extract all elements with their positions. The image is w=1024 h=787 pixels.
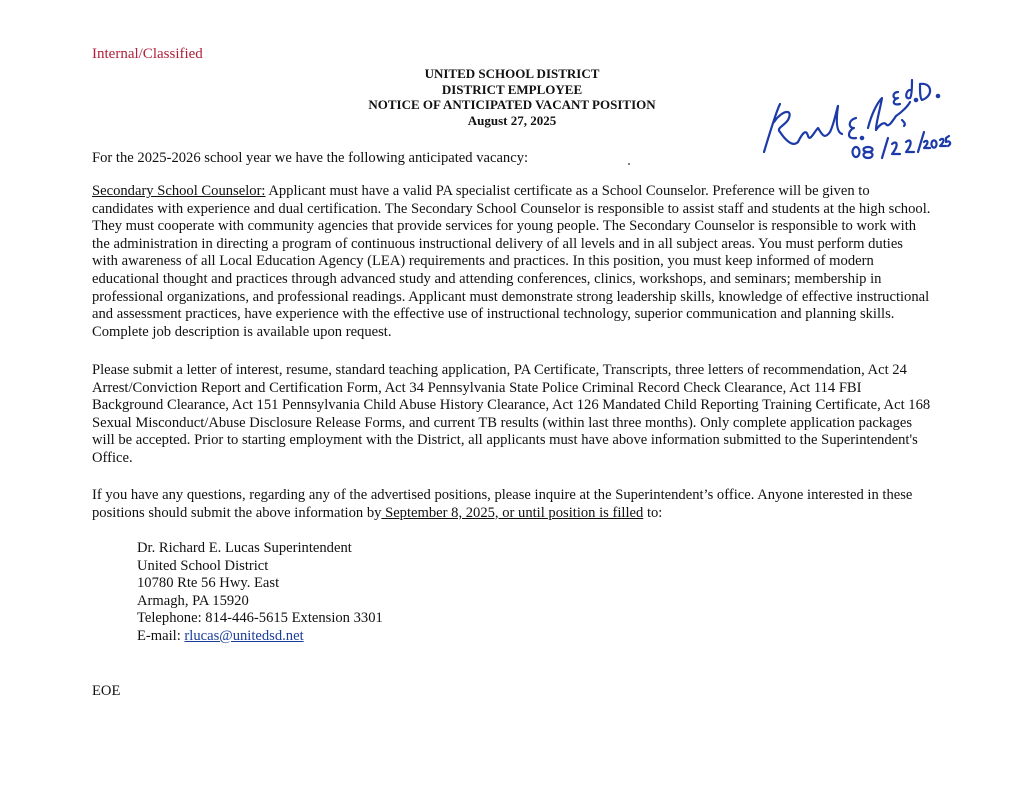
contact-address-line2: Armagh, PA 15920 [137,592,249,609]
position-paragraph [92,183,932,341]
intro-line: For the 2025-2026 school year we have the following anticipated vacancy: [92,150,529,166]
contact-email-line [137,628,383,646]
email-label: E-mail: [137,627,185,644]
application-deadline: September 8, 2025, or until position is filled [381,504,644,521]
requirements-paragraph: Please submit a letter of interest, resume, standard teaching application, PA Certificate, Transcripts, three letters of recommendation, Act 24 Arrest/Conviction Report and Certification Form, Act 34 Pennsylvania State Police Criminal Record Check Clearance, Act 114 FBI Background Clearance, Act 151 Pennsylvania Child Abuse History Clearance, Act 126 Mandated Child Reporting Training Certificate, Act 168 Sexual Misconduct/Abuse Disclosure Release Forms, and current TB results (within last three months). Only complete application packages will be accepted. Prior to starting employment with the District, all applicants must have above information submitted to the Superintendent's Office. [92,362,931,466]
contact-name: Dr. Richard E. Lucas Superintendent [137,540,352,556]
position-description: Applicant must have a valid PA specialist certificate as a School Counselor. Preference will be given to candidates with experience and dual certification. The Secondary School Counselor is responsible to assist staff and students at the high school. They must cooperate with community agencies that provide services for young people. The Secondary Counselor is responsible to work with the administration in directing a program of continuous instructional delivery of all levels and in all subject areas. You must perform duties with awareness of all Local Education Agency (LEA) requirements and practices. In this position, you must keep informed of modern educational thought and practices through advanced study and attending conferences, clinics, workshops, and seminars; membership in professional organizations, and professional readings. Applicant must demonstrate strong leadership skills, knowledge of effective instructional and assessment practices, have experience with the effective use of instructional technology, superior communication and planning skills. Complete job description is available upon request. [92,183,931,340]
district-name: UNITED SCHOOL DISTRICT [424,66,600,81]
questions-text-end: to: [643,504,663,521]
contact-telephone: Telephone: 814-446-5615 Extension 3301 [137,610,383,627]
questions-text: If you have any questions, regarding any of the advertised positions, please inquire at the Superintendent’s office. Anyone interested in these positions should submit the above information by [92,487,913,521]
eoe-footer: EOE [92,683,121,699]
contact-block [137,540,383,646]
contact-organization: United School District [137,557,269,574]
questions-paragraph [92,487,932,522]
contact-address-line1: 10780 Rte 56 Hwy. East [137,575,280,592]
notice-date: August 27, 2025 [467,112,557,128]
email-link[interactable]: rlucas@unitedsd.net [184,627,304,644]
audience-line: DISTRICT EMPLOYEE [441,81,583,97]
position-title: Secondary School Counselor: [92,183,266,199]
classification-label: Internal/Classified [92,46,203,62]
notice-title: NOTICE OF ANTICIPATED VACANT POSITION [368,97,656,112]
